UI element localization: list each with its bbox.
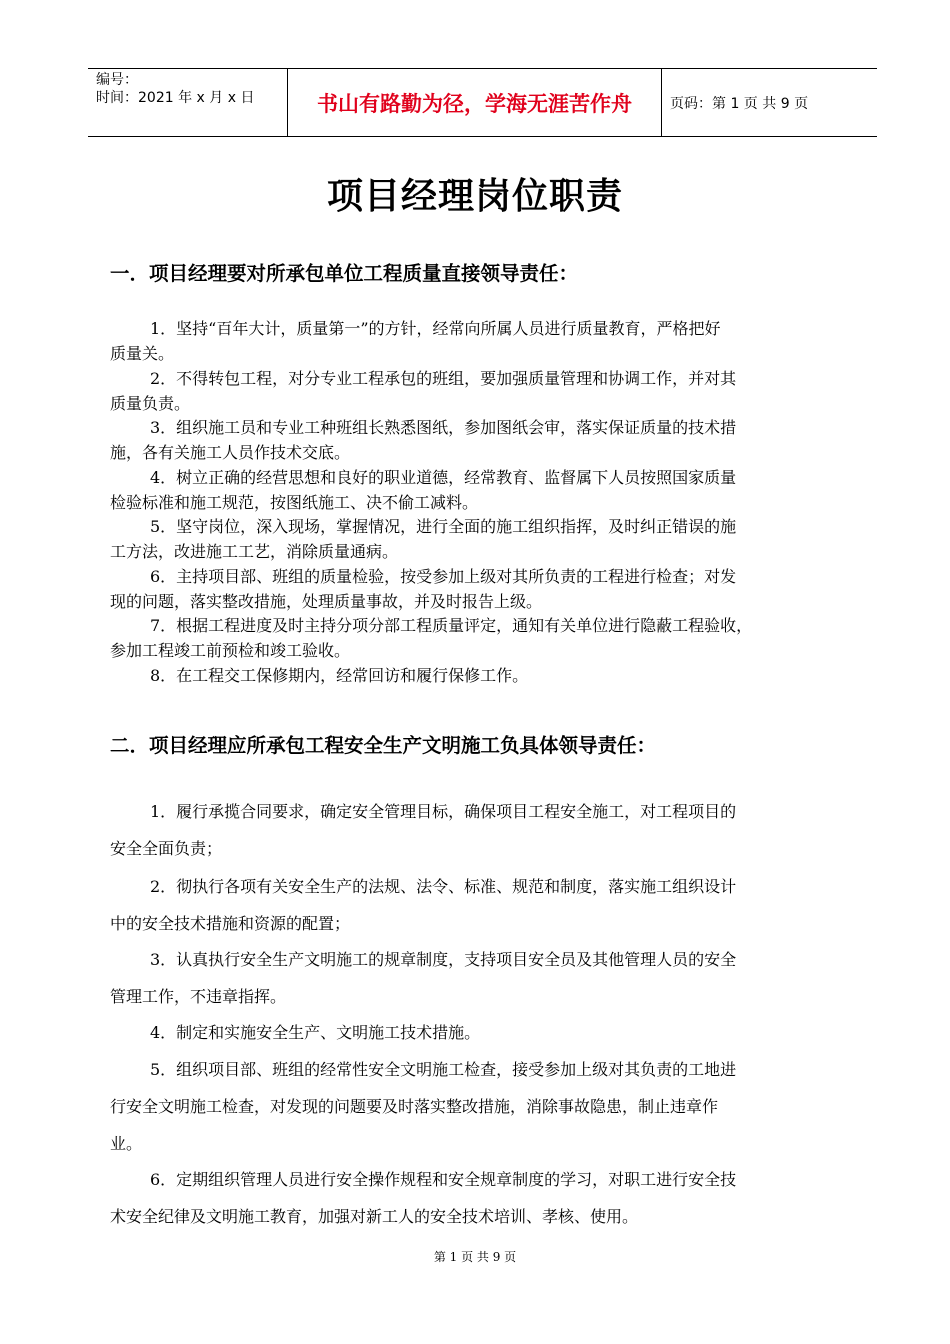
item-line: 3．组织施工员和专业工种班组长熟悉图纸，参加图纸会审，落实保证质量的技术措	[150, 418, 737, 437]
item-line: 2．不得转包工程，对分专业工程承包的班组，要加强质量管理和协调工作，并对其	[150, 369, 737, 388]
list-item	[110, 1014, 858, 1051]
list-item	[110, 793, 858, 867]
header-slogan: 书山有路勤为径，学海无涯苦作舟	[288, 69, 662, 136]
item-line: 6．主持项目部、班组的质量检验，按受参加上级对其所负责的工程进行检查；对发	[150, 567, 737, 586]
number-label: 编号：	[96, 72, 138, 88]
item-line: 1．履行承揽合同要求，确定安全管理目标，确保项目工程安全施工，对工程项目的	[150, 802, 737, 821]
list-item	[110, 1051, 858, 1162]
header-meta	[88, 69, 288, 136]
time-label: 时间：2021 年 x 月 x 日	[96, 90, 255, 106]
list-item	[110, 465, 858, 515]
item-line: 5．组织项目部、班组的经常性安全文明施工检查，接受参加上级对其负责的工地进	[150, 1060, 737, 1079]
item-line: 质量关。	[110, 344, 175, 363]
item-line: 1．坚持“百年大计，质量第一”的方针，经常向所属人员进行质量教育，严格把好	[150, 319, 721, 338]
item-line: 安全全面负责；	[110, 839, 223, 858]
item-line: 业。	[110, 1134, 143, 1153]
item-line: 术安全纪律及文明施工教育，加强对新工人的安全技术培训、孝核、使用。	[110, 1207, 639, 1226]
item-line: 行安全文明施工检查，对发现的问题要及时落实整改措施，消除事故隐患，制止违章作	[110, 1097, 719, 1116]
page-footer: 第 1 页 共 9 页	[433, 1250, 517, 1264]
item-line: 工方法，改进施工工艺，消除质量通病。	[110, 542, 399, 561]
item-line: 中的安全技术措施和资源的配置；	[110, 914, 351, 933]
item-line: 质量负责。	[110, 394, 191, 413]
item-line: 4．树立正确的经营思想和良好的职业道德，经常教育、监督属下人员按照国家质量	[150, 468, 737, 487]
page-title: 项目经理岗位职责	[326, 176, 623, 217]
list-item	[110, 868, 858, 942]
list-item	[110, 564, 858, 614]
list-item	[110, 316, 858, 366]
item-line: 8．在工程交工保修期内，经常回访和履行保修工作。	[150, 666, 529, 685]
list-item	[110, 663, 858, 688]
list-item	[110, 1161, 858, 1235]
section-heading-1: 一．项目经理要对所承包单位工程质量直接领导责任：	[110, 262, 579, 285]
item-line: 管理工作，不违章指挥。	[110, 987, 287, 1006]
list-item	[110, 415, 858, 465]
header-table	[88, 68, 877, 137]
item-line: 现的问题，落实整改措施，处理质量事故，并及时报告上级。	[110, 592, 543, 611]
item-line: 参加工程竣工前预检和竣工验收。	[110, 641, 351, 660]
item-line: 7．根据工程进度及时主持分项分部工程质量评定，通知有关单位进行隐蔽工程验收，	[150, 616, 753, 635]
list-item	[110, 514, 858, 564]
section-heading-2: 二．项目经理应所承包工程安全生产文明施工负具体领导责任：	[110, 734, 657, 757]
item-line: 3．认真执行安全生产文明施工的规章制度，支持项目安全员及其他管理人员的安全	[150, 950, 737, 969]
list-item	[110, 366, 858, 416]
item-line: 检验标准和施工规范，按图纸施工、决不偷工减料。	[110, 493, 479, 512]
header-page-label: 页码：第 1 页 共 9 页	[670, 95, 809, 112]
item-line: 2．彻执行各项有关安全生产的法规、法令、标准、规范和制度，落实施工组织设计	[150, 877, 737, 896]
item-line: 5．坚守岗位，深入现场，掌握情况，进行全面的施工组织指挥，及时纠正错误的施	[150, 517, 737, 536]
list-item	[110, 613, 858, 663]
item-line: 施，各有关施工人员作技术交底。	[110, 443, 351, 462]
list-item	[110, 941, 858, 1015]
item-line: 6．定期组织管理人员进行安全操作规程和安全规章制度的学习，对职工进行安全技	[150, 1170, 737, 1189]
item-line: 4．制定和实施安全生产、文明施工技术措施。	[150, 1023, 481, 1042]
